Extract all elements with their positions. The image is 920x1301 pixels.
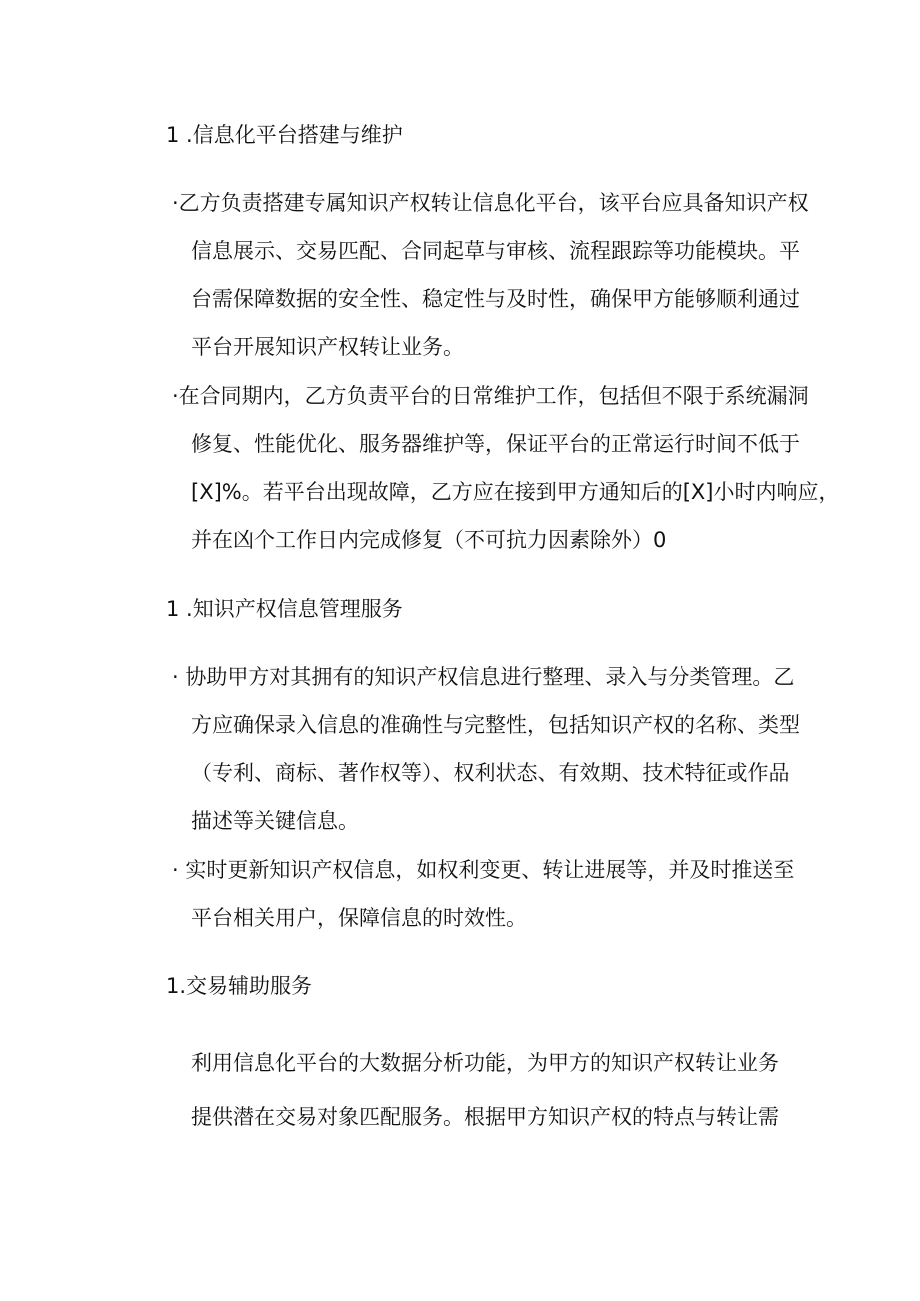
bullet-line: ·乙方负责搭建专属知识产权转让信息化平台，该平台应具备知识产权 — [172, 191, 809, 215]
bullet-line: 并在凶个工作日内完成修复（不可抗力因素除外）0 — [191, 528, 667, 552]
bullet-line: 修复、性能优化、服务器维护等，保证平台的正常运行时间不低于 — [191, 432, 800, 456]
section-heading: 1 .信息化平台搭建与维护 — [166, 123, 403, 147]
bullet-line: · 实时更新知识产权信息，如权利变更、转让进展等，并及时推送至 — [172, 858, 795, 882]
bullet-line: ·在合同期内，乙方负责平台的日常维护工作，包括但不限于系统漏洞 — [172, 384, 809, 408]
paragraph-line: 提供潜在交易对象匹配服务。根据甲方知识产权的特点与转让需 — [191, 1105, 779, 1129]
bullet-line: 方应确保录入信息的准确性与完整性，包括知识产权的名称、类型 — [191, 713, 800, 737]
bullet-line: · 协助甲方对其拥有的知识产权信息进行整理、录入与分类管理。乙 — [172, 665, 795, 689]
section-heading: 1 .知识产权信息管理服务 — [166, 597, 403, 621]
paragraph-line: 利用信息化平台的大数据分析功能，为甲方的知识产权转让业务 — [191, 1051, 779, 1075]
bullet-line: 台需保障数据的安全性、稳定性与及时性，确保甲方能够顺利通过 — [191, 287, 800, 311]
bullet-line: 描述等关键信息。 — [191, 809, 359, 833]
bullet-line: 信息展示、交易匹配、合同起草与审核、流程跟踪等功能模块。平 — [191, 239, 800, 263]
bullet-line: 平台相关用户，保障信息的时效性。 — [191, 906, 527, 930]
bullet-line: （专利、商标、著作权等）、权利状态、有效期、技术特征或作品 — [191, 761, 790, 785]
bullet-line: [X]%。若平台出现故障，乙方应在接到甲方通知后的[X]小时内响应， — [191, 480, 840, 504]
bullet-line: 平台开展知识产权转让业务。 — [191, 335, 464, 359]
section-heading: 1.交易辅助服务 — [166, 974, 313, 998]
